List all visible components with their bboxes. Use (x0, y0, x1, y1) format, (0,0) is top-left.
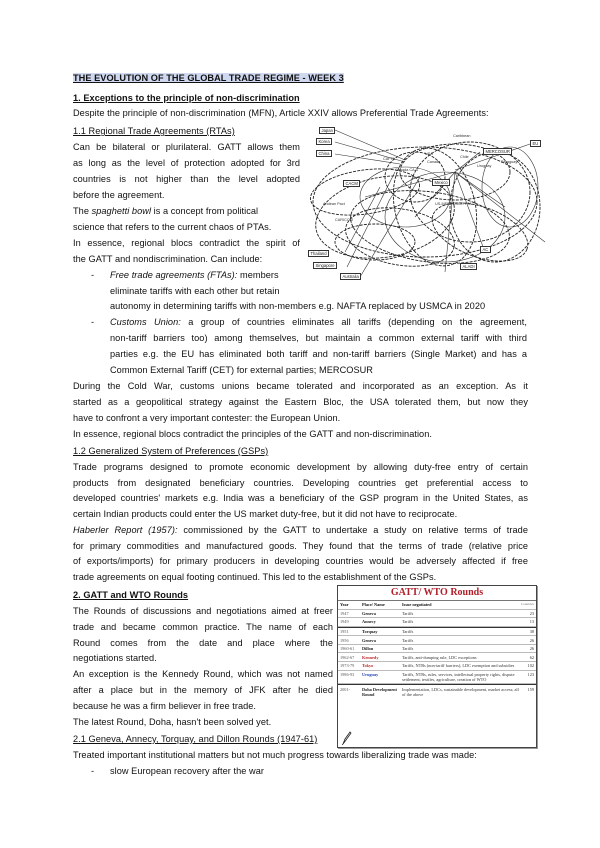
cell-issues: Tariffs, NTBs (non-tariff barriers), LDC exemption and subsidies (402, 663, 515, 669)
diagram-label: Singapore (313, 262, 337, 269)
diagram-label: Korea (316, 138, 332, 145)
cell-place: Geneva (362, 610, 376, 616)
rounds-table-title: GATT/ WTO Rounds (338, 586, 536, 601)
cell-place: Tokyo (362, 663, 374, 669)
rounds-line-1: The Rounds of discussions and negotiations aimed at freer (73, 606, 333, 616)
diagram-label: China (316, 150, 332, 157)
diagram-text: CAFTA (383, 157, 396, 161)
cell-place: Uruguay (362, 671, 379, 677)
cell-issues: Implementation, LDCs, sustainable development, market access; all of the above (402, 686, 519, 697)
rta-line-1: Can be bilateral or plurilateral. GATT allows them (73, 142, 300, 152)
diagram-label: EU (530, 140, 541, 147)
table-row (338, 645, 536, 654)
document-title-text: THE EVOLUTION OF THE GLOBAL TRADE REGIME - WEEK 3 (73, 73, 344, 83)
essence-line-1: In essence, regional blocs contradict the spirit of (73, 238, 300, 248)
diagram-text: CARICOM (335, 218, 353, 222)
cell-issues: Tariffs (402, 628, 414, 634)
bullet-dash: - (91, 766, 95, 776)
section-2-heading: 2. GATT and WTO Rounds (73, 590, 189, 600)
diagram-label: Thailand (308, 250, 329, 257)
cell-year: 2001- (340, 686, 351, 692)
cell-countries: 159 (527, 686, 534, 692)
section-1-intro: Despite the principle of non-discrimination (MFN), Article XXIV allows Preferential Trade Agreements: (73, 108, 489, 118)
rta-line-2: as long as the level of protection adopted for 3rd (73, 158, 300, 168)
rta-line-4: before the agreement. (73, 190, 165, 200)
cell-place: Annecy (362, 619, 376, 625)
fta-bullet-line-1: Free trade agreements (FTAs): members (110, 270, 279, 280)
diagram-text: Canada (427, 160, 441, 164)
cell-issues: Tariffs (402, 610, 414, 616)
cell-countries: 23 (529, 610, 534, 616)
haberler-line-3: of exports/imports) for primary producers in developing countries would be adversely affected if free (73, 556, 528, 566)
header-place: Place/ Name (362, 602, 385, 608)
customs-union-line-2: non-tariff barriers too) among themselves, but maintain a common external tariff with third (110, 333, 527, 343)
cell-issues: Tariffs (402, 646, 414, 652)
cell-countries: 38 (529, 628, 534, 634)
table-row (338, 610, 536, 619)
table-row (338, 684, 536, 698)
diagram-label: CACM (343, 180, 360, 187)
cell-place: Geneva (362, 637, 376, 643)
table-row (338, 627, 536, 637)
customs-union-term: Customs Union: (110, 317, 181, 327)
gsp-line-1: Trade programs designed to promote economic development by allowing duty-free entry of certain (73, 462, 528, 472)
cell-issues: Tariffs, NTBs, rules, services, intellectual property rights, dispute settlement, textiles, agriculture, creation of WTO (402, 671, 515, 683)
customs-union-line-3: parties e.g. the EU has eliminated both tariff and non-tariff barriers (Single Market) and has a (110, 349, 527, 359)
gsp-line-3: developed countries' markets e.g. India was a beneficiary of the GSP program in the United States, as (73, 493, 528, 503)
section-1-heading: 1. Exceptions to the principle of non-discrimination (73, 93, 300, 103)
diagram-text: Uruguay (477, 164, 492, 168)
kennedy-line-3: because he was a firm believer in free trade. (73, 701, 257, 711)
fta-bullet-line-2: eliminate tariffs with each other but retain (110, 286, 280, 296)
rta-conclusion: In essence, regional blocs contradict the principles of the GATT and non-discrimination. (73, 429, 432, 439)
diagram-text: Canada CA-4 (395, 168, 419, 172)
diagram-text: Paraguay (501, 160, 518, 164)
spaghetti-bowl-line-2: science that refers to the current chaos of PTAs. (73, 222, 272, 232)
cell-countries: 102 (527, 663, 534, 669)
table-row (338, 671, 536, 685)
diagram-label: Mexico (432, 179, 450, 186)
header-year: Year (340, 602, 349, 608)
diagram-label: ALADI (460, 263, 477, 270)
subsection-2-1-heading: 2.1 Geneva, Annecy, Torquay, and Dillon Rounds (1947-61) (73, 734, 318, 744)
rounds-table-header (338, 601, 536, 610)
cell-place: Torquay (362, 628, 378, 634)
diagram-text: Andean Pact (323, 202, 345, 206)
haberler-line-2: for primary commodities and manufactured goods. They found that the terms of trade (relative price (73, 541, 528, 551)
cell-year: 1973-79 (340, 663, 355, 669)
rounds-line-2: trade and became common practice. The name of each (73, 622, 333, 632)
cell-year: 1962-67 (340, 654, 355, 660)
cell-year: 1951 (340, 628, 349, 634)
gatt-wto-rounds-table (337, 585, 537, 748)
haberler-line-1: Haberler Report (1957): commissioned by the GATT to undertake a study on relative terms of trade (73, 525, 528, 535)
cold-war-line-1: During the Cold War, customs unions became tolerated and incorporated as an exception. As it (73, 381, 528, 391)
header-countries: Countries (520, 602, 534, 607)
cell-issues: Tariffs (402, 619, 414, 625)
diagram-label: Australia (340, 273, 361, 280)
cell-issues: Tariffs (402, 637, 414, 643)
gsp-line-4: certain Indian products could enter the US market duty-free, but it did not have to reciprocate. (73, 509, 458, 519)
gsp-line-2: products from designated beneficiary countries. Developing countries get preferential access to (73, 478, 528, 488)
customs-union-line-1: Customs Union: a group of countries eliminates all tariffs (depending on the agreement, (110, 317, 527, 327)
table-row (338, 653, 536, 662)
diagram-text: Chile (460, 155, 469, 159)
table-row (338, 618, 536, 627)
cell-countries: 62 (529, 654, 534, 660)
diagram-label: AC (480, 246, 491, 253)
cold-war-line-2: started as a geopolitical strategy against the Eastern Bloc, the USA tolerated them, but now they (73, 397, 528, 407)
spaghetti-pre: The spaghetti bowl is a concept from political (73, 206, 259, 216)
kennedy-line-2: after a place but in the memory of JFK after he died (73, 685, 333, 695)
table-row (338, 636, 536, 645)
diagram-label: MERCOSUR (483, 148, 512, 155)
diagram-label: Japan (319, 127, 335, 134)
cell-year: 1986-93 (340, 671, 355, 677)
diagram-text: US-MERCOSUR FTA (435, 202, 472, 206)
haberler-line-4: trade agreements on equal footing continued. This led to the establishment of the GSPs. (73, 572, 437, 582)
essence-line-2: the GATT and nondiscrimination. Can include: (73, 254, 263, 264)
cell-countries: 13 (529, 619, 534, 625)
bullet-dash: - (91, 317, 95, 327)
rta-line-3: countries is not higher than the level adopted (73, 174, 300, 184)
rounds-line-4: negotiations started. (73, 653, 157, 663)
header-issues: Issue negotiated (402, 602, 432, 608)
cell-issues: Tariffs, anti-dumping rule, LDC exceptions (402, 654, 477, 660)
spaghetti-bowl-term: spaghetti bowl (91, 206, 152, 216)
cell-countries: 26 (529, 646, 534, 652)
spaghetti-bowl-diagram (305, 122, 548, 282)
haberler-term: Haberler Report (1957): (73, 525, 178, 535)
document-title (73, 72, 344, 84)
rounds-line-3: Round comes from the date and place where the (73, 638, 333, 648)
cell-year: 1960-61 (340, 646, 355, 652)
cell-place: Dillon (362, 646, 374, 652)
cell-place: Doha Development Round (362, 686, 397, 697)
kennedy-line-1: An exception is the Kennedy Round, which was not named (73, 669, 333, 679)
subsection-1-1-heading: 1.1 Regional Trade Agreements (RTAs) (73, 126, 235, 136)
bullet-dash: - (91, 270, 95, 280)
subsection-2-1-bullet-1: slow European recovery after the war (110, 766, 264, 776)
cell-year: 1949 (340, 619, 349, 625)
cold-war-line-3: have to confront a very important contester: the European Union. (73, 413, 341, 423)
pen-icon (342, 731, 352, 745)
doha-line: The latest Round, Doha, hasn't been solved yet. (73, 717, 272, 727)
cell-year: 1956 (340, 637, 349, 643)
cell-place: Kennedy (362, 654, 379, 660)
subsection-2-1-intro: Treated important institutional matters but not much progress towards liberalizing trade was made: (73, 750, 477, 760)
diagram-text: Caribbean (453, 134, 471, 138)
cell-countries: 123 (527, 671, 534, 677)
subsection-1-2-heading: 1.2 Generalized System of Preferences (GSPs) (73, 446, 269, 456)
cell-year: 1947 (340, 610, 349, 616)
table-row (338, 662, 536, 671)
cell-countries: 26 (529, 637, 534, 643)
customs-union-line-4: Common External Tariff (CET) for external parties; MERCOSUR (110, 365, 373, 375)
diagram-text: USA (425, 152, 433, 156)
spaghetti-bowl-line (73, 205, 300, 217)
fta-bullet-line-3: autonomy in determining tariffs with non-members e.g. NAFTA replaced by USMCA in 2020 (110, 301, 486, 311)
fta-term: Free trade agreements (FTAs): (110, 270, 238, 280)
